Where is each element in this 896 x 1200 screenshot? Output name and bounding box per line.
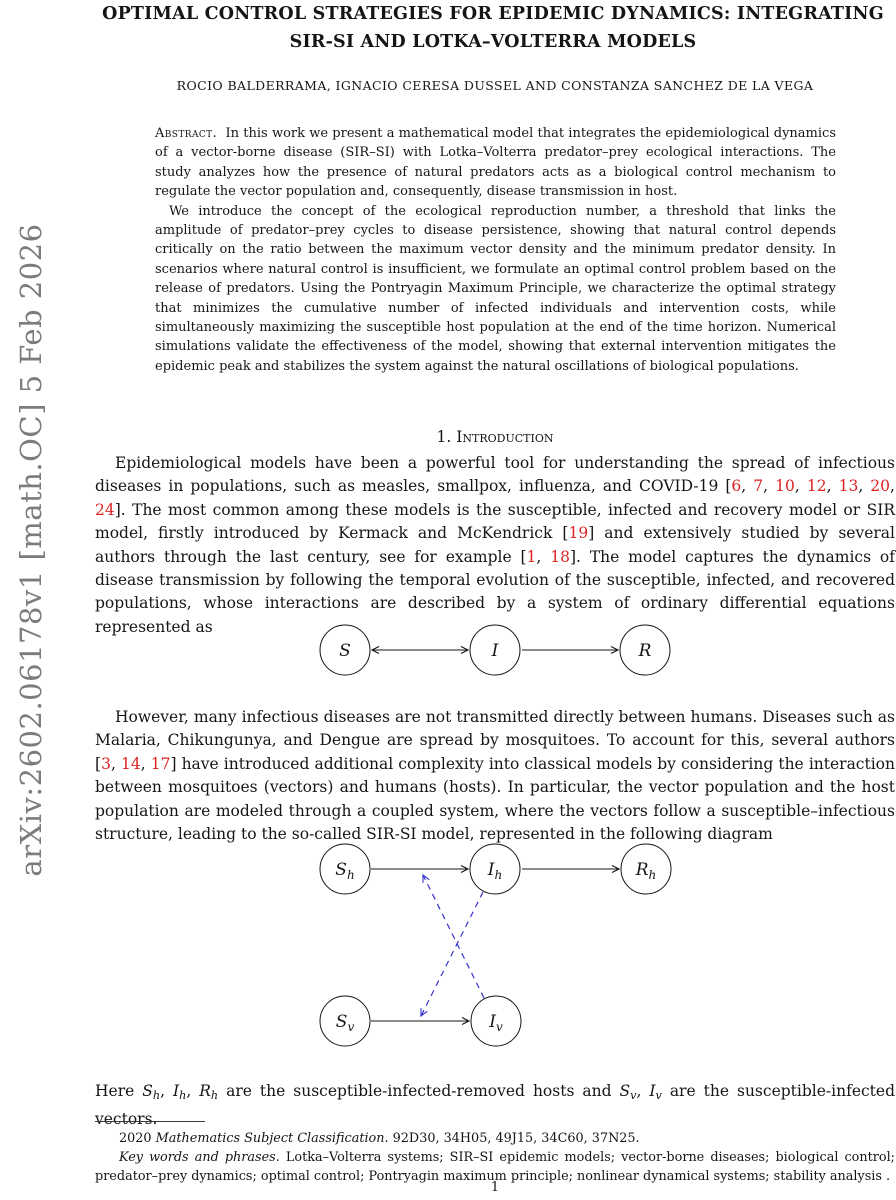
section-number: 1.: [436, 428, 452, 446]
msc-footnote: 2020 Mathematics Subject Classification. 92D30, 34H05, 49J15, 34C60, 37N25.: [119, 1131, 640, 1146]
abstract-paragraph-2: We introduce the concept of the ecological reproduction number, a threshold that links the amplitude of predator–prey cycles to disease persistence, showing that natural control depends critically on the ratio between the maximum vector density and the minimum predator density. In scenarios where natural control is insufficient, we formulate an optimal control problem based on the release of predators. Using the Pontryagin Maximum Principle, we characterize the optimal strategy that minimizes the cumulative number of infected individuals and intervention costs, while simultaneously maximizing the susceptible host population at the end of the time horizon. Numerical simulations validate the effectiveness of the model, showing that external intervention mitigates the epidemic peak and stabilizes the system against the natural oscillations of biological populations.: [155, 203, 836, 374]
sir-label-I: I: [491, 641, 499, 661]
citation-link[interactable]: 10: [775, 477, 795, 496]
sir-diagram: [95, 612, 895, 694]
sirsi-label-Sv: $S_v$: [335, 1012, 355, 1034]
abstract-text-1: In this work we present a mathematical model that integrates the epidemiological dynamics of a vector-borne disease (SIR–SI) with Lotka–Volterra predator–prey ecological interactions. The study analyzes how the presence of natural predators acts as a biological control mechanism to regulate the vector population and, consequently, disease transmission in host.: [155, 126, 836, 200]
citation-link[interactable]: 18: [550, 547, 570, 566]
citation-link[interactable]: 24: [95, 500, 115, 519]
citation-link[interactable]: 14: [120, 754, 141, 773]
citation-link[interactable]: 7: [753, 477, 764, 496]
sirsi-diagram: [95, 843, 895, 1055]
section-heading: [95, 428, 895, 446]
sir-label-R: R: [638, 641, 652, 661]
citation-link[interactable]: 20: [870, 477, 891, 496]
section-title: Introduction: [456, 428, 554, 446]
citation-link[interactable]: 13: [838, 477, 859, 496]
sirsi-label-Iv: $I_v$: [489, 1012, 503, 1034]
citation-link[interactable]: 17: [150, 754, 171, 773]
paper-title-line1: OPTIMAL CONTROL STRATEGIES FOR EPIDEMIC DYNAMICS: INTEGRATING: [102, 4, 884, 24]
citation-link[interactable]: 6: [731, 477, 742, 496]
sir-label-S: S: [339, 641, 351, 661]
sirsi-dashed-Iv-to-host-arrow: [423, 875, 484, 998]
sirsi-label-Ih: $I_h$: [487, 860, 503, 882]
closing-paragraph: Here $S_h$, $I_h$, $R_h$ are the susceptible-infected-removed hosts and $S_v$, $I_v$ are the susceptible-infected vectors.: [95, 1082, 895, 1128]
footnotes-block: [95, 1129, 895, 1186]
abstract-label: Abstract.: [155, 126, 218, 141]
footnote-rule: [95, 1121, 205, 1122]
authors-line: ROCIO BALDERRAMA, IGNACIO CERESA DUSSEL AND CONSTANZA SANCHEZ DE LA VEGA: [176, 78, 814, 93]
citation-link[interactable]: 1: [526, 547, 537, 566]
intro-paragraph-2: However, many infectious diseases are not transmitted directly between humans. Diseases such as Malaria, Chikungunya, and Dengue are spread by mosquitoes. To account for this, several authors [3, 14, 17] have introduced additional complexity into classical models by considering the interaction between mosquitoes (vectors) and humans (hosts). In particular, the vector population and the host population are modeled through a coupled system, where the vectors follow a susceptible–infectious structure, leading to the so-called SIR-SI model, represented in the following diagram: [95, 708, 895, 844]
abstract-block: [155, 124, 836, 376]
citation-link[interactable]: 12: [806, 477, 827, 496]
sirsi-label-Rh: $R_h$: [635, 860, 657, 882]
citation-link[interactable]: 19: [568, 524, 589, 543]
sirsi-dashed-Ih-to-vector-arrow: [421, 892, 483, 1016]
arxiv-watermark: arXiv:2602.06178v1 [math.OC] 5 Feb 2026: [14, 223, 48, 877]
sirsi-label-Sh: $S_h$: [335, 860, 355, 882]
paper-title: [90, 0, 896, 56]
citation-link[interactable]: 3: [101, 754, 111, 773]
intro-paragraph-1: Epidemiological models have been a powerful tool for understanding the spread of infectious diseases in populations, such as measles, smallpox, influenza, and COVID-19 [6, 7, 10, 12, 13, 20, 24]. The most common among these models is the susceptible, infected and recovery model or SIR model, firstly introduced by Kermack and McKendrick [19] and extensively studied by several authors through the last century, see for example [1, 18]. The model captures the dynamics of disease transmission by following the temporal evolution of the susceptible, infected, and recovered populations, whose interactions are described by a system of ordinary differential equations represented as: [95, 454, 895, 636]
page-number: 1: [490, 1180, 500, 1195]
keywords-footnote: Key words and phrases. Lotka–Volterra systems; SIR–SI epidemic models; vector-borne diseases; biological control; predator–prey dynamics; optimal control; Pontryagin maximum principle; nonlinear dynamical systems; stability analysis .: [95, 1150, 895, 1184]
paper-title-line2: SIR-SI AND LOTKA–VOLTERRA MODELS: [289, 32, 697, 52]
abstract-paragraph-1: [155, 124, 836, 202]
